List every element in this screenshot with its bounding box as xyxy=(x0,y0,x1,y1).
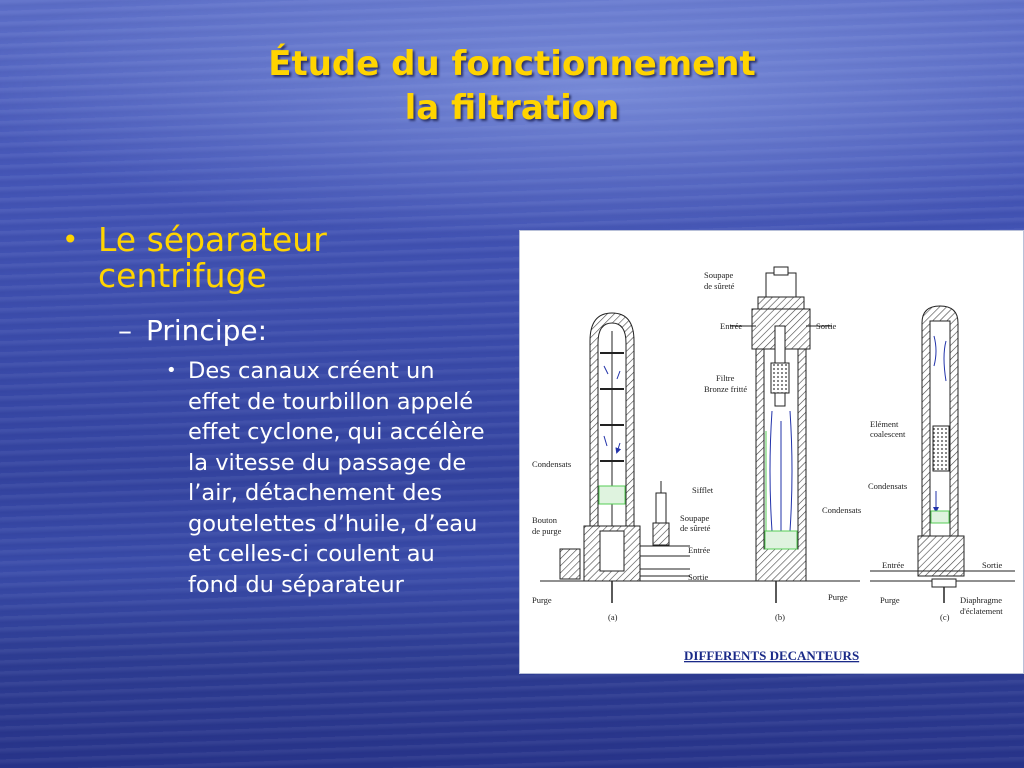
bullet-dot-icon: • xyxy=(62,223,79,256)
label-condensats-c: Condensats xyxy=(868,481,908,491)
label-soupape-1: Soupape xyxy=(704,270,734,280)
slide-title-line-2: la filtration xyxy=(404,88,620,128)
label-entree-c: Entrée xyxy=(882,560,905,570)
bullet-level-2 xyxy=(118,314,498,348)
decanteurs-diagram-svg xyxy=(520,231,1024,675)
bullet-level-3 xyxy=(166,356,486,600)
diagram-caption: DIFFERENTS DECANTEURS xyxy=(684,648,860,663)
label-soupape-2: de sûreté xyxy=(704,281,735,291)
label-condensats-a: Condensats xyxy=(532,459,572,469)
bullet-level-1 xyxy=(62,222,492,294)
bullet-level-2-text: Principe: xyxy=(146,314,268,347)
label-bouton-1: Bouton xyxy=(532,515,558,525)
label-sortie-b: Sortie xyxy=(816,321,837,331)
decanter-c xyxy=(870,306,1015,603)
label-sortie-c: Sortie xyxy=(982,560,1003,570)
bullet-dot-small-icon: • xyxy=(166,360,177,381)
bullet-level-1-text: Le séparateur centrifuge xyxy=(98,220,327,295)
label-soupape-a-1: Soupape xyxy=(680,513,710,523)
decanter-b xyxy=(720,267,860,603)
bullet-dash-icon: – xyxy=(118,314,132,347)
decanteurs-diagram xyxy=(519,230,1024,674)
label-purge-a: Purge xyxy=(532,595,552,605)
slide-title xyxy=(0,42,1024,130)
label-element-1: Elément xyxy=(870,419,899,429)
label-b: (b) xyxy=(775,612,785,622)
label-entree-a: Entrée xyxy=(688,545,711,555)
label-purge-c: Purge xyxy=(880,595,900,605)
slide-title-line-1: Étude du fonctionnement xyxy=(268,44,756,84)
label-filtre-2: Bronze fritté xyxy=(704,384,748,394)
label-condensats-b: Condensats xyxy=(822,505,862,515)
label-purge-b: Purge xyxy=(828,592,848,602)
decanter-a xyxy=(540,313,720,603)
label-filtre-1: Filtre xyxy=(716,373,735,383)
label-entree-b: Entrée xyxy=(720,321,743,331)
bullet-level-3-text: Des canaux créent un effet de tourbillon appelé effet cyclone, qui accélère la vitesse du passage de l’air, détachement des goutelettes d’huile, d’eau et celles-ci coulent au fond du séparateur xyxy=(188,358,485,598)
label-sifflet: Sifflet xyxy=(692,485,714,495)
label-diaphragme-1: Diaphragme xyxy=(960,595,1003,605)
label-diaphragme-2: d'éclatement xyxy=(960,606,1003,616)
label-a: (a) xyxy=(608,612,618,622)
label-c: (c) xyxy=(940,612,950,622)
label-element-2: coalescent xyxy=(870,429,906,439)
label-soupape-a-2: de sûreté xyxy=(680,523,711,533)
label-bouton-2: de purge xyxy=(532,526,562,536)
label-sortie-a: Sortie xyxy=(688,572,709,582)
